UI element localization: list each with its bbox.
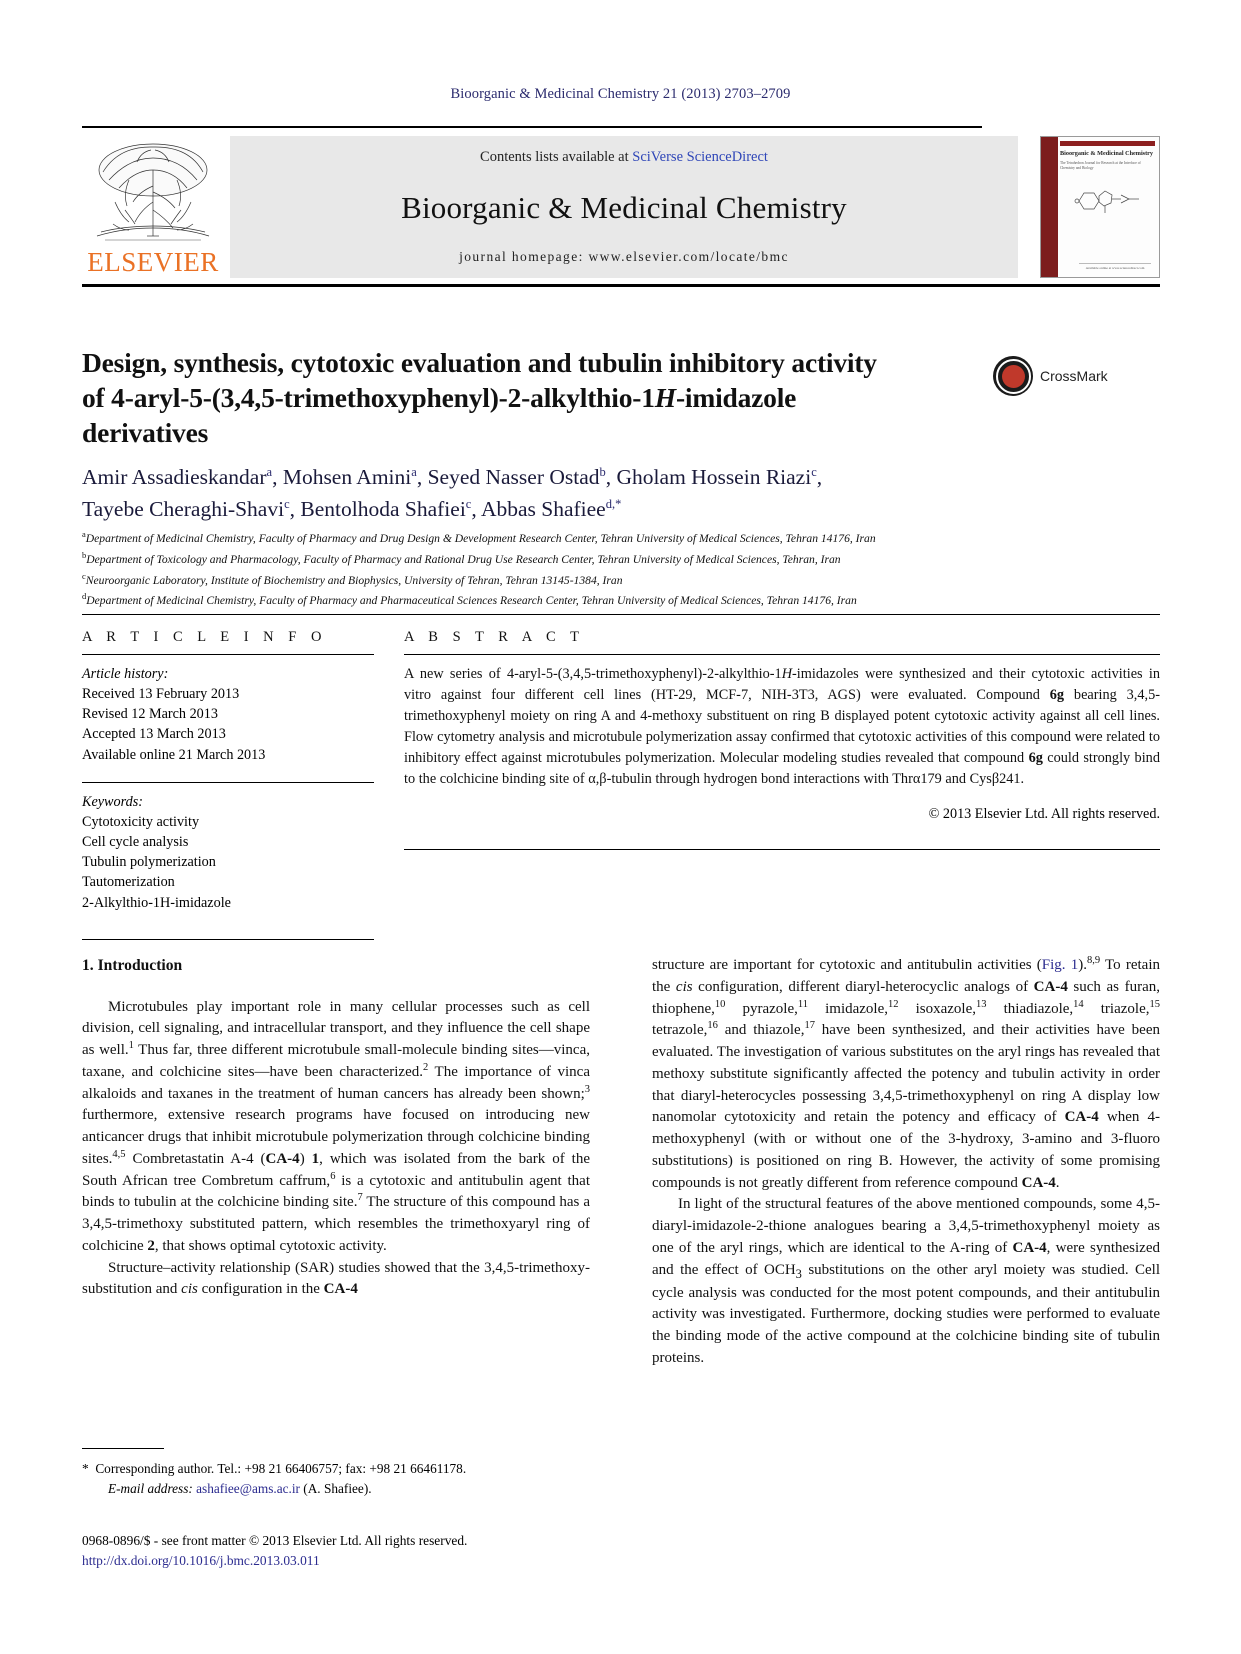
article-history-label: Article history:: [82, 666, 169, 682]
citation-ref[interactable]: 10: [714, 998, 726, 1010]
citation-ref[interactable]: 7: [357, 1192, 363, 1204]
author-item: [481, 497, 621, 521]
cover-journal-title: Bioorganic & Medicinal Chemistry: [1060, 150, 1153, 157]
intro-paragraph-2: [82, 1258, 590, 1302]
intro-p1-seg6: ): [299, 1150, 312, 1167]
affiliation-item: [82, 528, 1092, 549]
author-sep: ,: [816, 465, 823, 489]
citation-ref[interactable]: 17: [804, 1020, 815, 1032]
intro-p3-seg7: imidazole,: [808, 1000, 889, 1017]
author-name: Seyed Nasser Ostad: [427, 465, 600, 489]
journal-homepage-link[interactable]: journal homepage: www.elsevier.com/locate/bmc: [459, 249, 789, 264]
contents-available-line: [480, 149, 768, 166]
author-name: Abbas Shafiee: [480, 496, 606, 521]
affiliation-item: [82, 590, 1092, 611]
intro-p1-seg3: The importance of vinca alkaloids and taxanes in the treatment of human cancers has already been shown;: [82, 1063, 590, 1102]
footnote-star: *: [82, 1461, 89, 1476]
journal-banner: [82, 126, 1160, 287]
abstract-column: [404, 615, 1160, 940]
compound-ca4: CA-4: [323, 1281, 358, 1298]
citation-ref[interactable]: 3: [584, 1083, 590, 1095]
intro-paragraph-3: [652, 955, 1160, 1194]
abstract-heading: A B S T R A C T: [404, 629, 585, 645]
page-title: [82, 346, 982, 451]
history-received: Received 13 February 2013: [82, 686, 240, 703]
keyword-item: Tubulin polymerization: [82, 854, 216, 871]
body-columns: [82, 955, 1160, 1370]
compound-2: 2: [147, 1237, 155, 1254]
author-sep: ,: [289, 496, 301, 521]
intro-p3-seg9: thiadiazole,: [986, 1000, 1074, 1017]
title-line-2a: of 4-aryl-5-(3,4,5-trimethoxyphenyl)-2-alkylthio-1: [82, 381, 655, 413]
history-revised: Revised 12 March 2013: [82, 706, 218, 723]
title-line-3: derivatives: [82, 416, 209, 448]
cover-red-bar: [1060, 141, 1155, 146]
doi-link[interactable]: http://dx.doi.org/10.1016/j.bmc.2013.03.011: [82, 1553, 320, 1569]
intro-p1-seg9: The structure of this compound has a 3,4,5-trimethoxy substituted pattern, which resembles the trimethoxyaryl ring of colchicine: [82, 1194, 590, 1254]
journal-cover-thumbnail: [1040, 136, 1160, 278]
keywords-group: [82, 792, 374, 913]
author-sep: ,: [272, 465, 283, 489]
footnote-email-line: [82, 1479, 590, 1499]
body-column-right: [652, 955, 1160, 1370]
footnote-rule: [82, 1448, 164, 1449]
affiliation-marker: b: [82, 549, 87, 560]
keyword-item: 2-Alkylthio-1H-imidazole: [82, 894, 231, 911]
intro-p3-seg11: tetrazole,: [652, 1022, 708, 1039]
title-line-2b: -imidazole: [675, 381, 797, 413]
author-affil-marker: d,*: [605, 496, 622, 511]
article-info-heading: A R T I C L E I N F O: [82, 629, 327, 645]
intro-p1-seg4: furthermore, extensive research programs have focused on introducing new anticancer drugs that inhibit microtubule polymerization through colchicine binding sites.: [82, 1107, 590, 1167]
intro-p1-seg8: is a cytotoxic and antitubulin agent that binds to tubulin at the colchicine binding site.: [82, 1172, 590, 1211]
cover-content: [1060, 141, 1155, 273]
intro-p3-seg3: To retain the: [652, 957, 1161, 995]
article-title: [82, 346, 982, 451]
intro-p3-seg6: pyrazole,: [725, 1000, 798, 1017]
affiliation-marker: d: [82, 591, 87, 602]
elsevier-wordmark: ELSEVIER: [87, 247, 219, 277]
title-line-1: Design, synthesis, cytotoxic evaluation and tubulin inhibitory activity: [82, 347, 877, 378]
cover-subtitle: The Tetrahedron Journal for Research at the Interface of Chemistry and Biology: [1060, 161, 1141, 170]
intro-p3-seg2: ).: [1078, 957, 1087, 973]
keyword-item: Cell cycle analysis: [82, 834, 189, 851]
keywords-separator-rule: [82, 782, 374, 783]
article-info-column: [82, 615, 374, 940]
intro-p2-seg1: Structure–activity relationship (SAR) studies showed that the 3,4,5-trimethoxy-substitution and: [82, 1259, 590, 1298]
elsevier-logo: [82, 136, 224, 278]
citation-ref[interactable]: 14: [1073, 998, 1084, 1010]
intro-p4-seg3: substitutions on the other aryl moiety was studied. Cell cycle analysis was conducted for the most potent compounds, and their antitubulin activity was investigated. Furthermore, docking studies were performed to evaluate the binding mode of the active compound at the colchicine binding site of tubulin proteins.: [652, 1261, 1160, 1366]
intro-p1-seg10: , that shows optimal cytotoxic activity.: [154, 1237, 387, 1254]
author-affil-marker: a: [266, 464, 273, 479]
section-heading-introduction: 1. Introduction: [82, 957, 183, 974]
affiliation-item: [82, 549, 1092, 570]
keyword-item: Tautomerization: [82, 874, 175, 891]
affiliation-list: [82, 528, 1092, 611]
article-info-bottom-rule: [82, 939, 374, 940]
author-item: [300, 497, 481, 521]
title-line-2-italic: H: [654, 381, 676, 413]
info-abstract-section: [82, 614, 1160, 940]
author-affil-marker: a: [411, 464, 417, 479]
intro-p4-seg1: In light of the structural features of the above mentioned compounds, some 4,5-diaryl-imidazole-2-thione analogues bearing a 3,4,5-trimethoxyphenyl moiety as one of the aryl rings, which are identical to the A-ring of: [652, 1196, 1160, 1256]
author-item: [82, 465, 283, 489]
italic-cis: cis: [675, 978, 693, 995]
footnote-corresponding-line: [82, 1459, 590, 1479]
figure-1-link[interactable]: Fig. 1: [1041, 957, 1079, 973]
intro-p1-seg1: Microtubules play important role in many cellular processes such as cell division, cell signaling, and intracellular transport, and they influence the cell shape as well.: [82, 998, 590, 1059]
intro-p3-seg8: isoxazole,: [898, 1000, 977, 1017]
intro-p3-seg1: structure are important for cytotoxic and antitubulin activities (: [652, 957, 1042, 973]
article-history-group: [82, 664, 374, 765]
email-link[interactable]: ashafiee@ams.ac.ir: [196, 1480, 300, 1496]
intro-p3-seg5: such as furan, thiophene,: [652, 978, 1160, 1017]
citation-ref[interactable]: 1: [128, 1040, 134, 1052]
history-accepted: Accepted 13 March 2013: [82, 726, 226, 743]
citation-ref[interactable]: 15: [1149, 998, 1160, 1010]
banner-center-panel: [230, 136, 1018, 278]
footnote-corresponding-text: Corresponding author. Tel.: +98 21 66406757; fax: +98 21 66461178.: [95, 1461, 467, 1476]
affiliation-text: Neuroorganic Laboratory, Institute of Biochemistry and Biophysics, University of Tehran, Tehran 13145-1384, Iran: [85, 573, 623, 587]
abstract-italic-h: H: [781, 666, 793, 682]
author-item: [428, 465, 617, 489]
abstract-part-3: bearing 3,4,5-trimethoxyphenyl moiety on ring A and 4-methoxy substituent on ring B displayed potent cytotoxic activity against all cell lines. Flow cytometry analysis and microtubule polymerization assay confirmed that cytotoxic activities of this compound were related to inhibitory effect against microtubules polymerization. Molecular modeling studies revealed that compound: [404, 687, 1160, 767]
intro-p3-seg4: configuration, different diaryl-heterocyclic analogs of: [692, 978, 1034, 995]
author-affil-marker: c: [284, 496, 290, 511]
crossmark-label: CrossMark: [1040, 368, 1108, 384]
contents-prefix: Contents lists available at: [480, 149, 633, 165]
author-sep: ,: [416, 465, 428, 489]
subscript-3: 3: [795, 1266, 802, 1281]
affiliation-text: Department of Medicinal Chemistry, Faculty of Pharmacy and Drug Design & Development Research Center, Tehran University of Medical Sciences, Tehran 14176, Iran: [85, 531, 876, 545]
intro-paragraph-4: [652, 1194, 1160, 1369]
compound-ca4: CA-4: [1064, 1109, 1099, 1126]
author-item: [617, 465, 823, 489]
author-item: [82, 497, 300, 521]
abstract-heading-rule: [404, 654, 1160, 655]
citation-ref[interactable]: 6: [330, 1170, 336, 1182]
running-head: Bioorganic & Medicinal Chemistry 21 (2013) 2703–2709: [450, 86, 791, 102]
citation-ref[interactable]: 4,5: [112, 1148, 126, 1160]
history-online: Available online 21 March 2013: [82, 746, 266, 763]
intro-paragraph-1: [82, 997, 590, 1258]
column-gap: [374, 615, 404, 940]
keyword-item: Cytotoxicity activity: [82, 813, 200, 830]
citation-ref[interactable]: 2: [422, 1061, 429, 1073]
crossmark-icon: [993, 356, 1033, 396]
affiliation-text: Department of Toxicology and Pharmacology, Faculty of Pharmacy and Rational Drug Use Research Center, Tehran University of Medical Sciences, Tehran, Iran: [86, 552, 841, 566]
compound-ca4: CA-4: [1033, 978, 1068, 995]
compound-6g: 6g: [1049, 687, 1065, 704]
elsevier-tree-icon: [89, 140, 217, 248]
crossmark-badge[interactable]: [993, 353, 1143, 399]
intro-p2-seg2: configuration in the: [197, 1281, 324, 1298]
intro-p3-seg13: have been synthesized, and their activities have been evaluated. The investigation of various substitutes on the aryl rings has revealed that methoxy substitute significantly affected the potency and tubulin activity in order that diaryl-heterocycles possessing 3,4,5-trimethoxyphenyl on ring A display low nanomolar cytotoxicity and retain the potency and efficacy of: [652, 1022, 1160, 1126]
body-column-gap: [590, 955, 652, 1370]
author-name: Mohsen Amini: [282, 465, 412, 489]
email-address-label: E-mail address:: [108, 1480, 193, 1496]
article-info-heading-rule: [82, 654, 374, 655]
compound-6g: 6g: [1028, 750, 1043, 767]
author-list: [82, 462, 1082, 526]
email-owner: (A. Shafiee).: [303, 1480, 372, 1496]
intro-p1-seg5: Combretastatin A-4 (: [125, 1150, 266, 1167]
sciencedirect-link[interactable]: SciVerse ScienceDirect: [632, 149, 768, 165]
citation-ref[interactable]: 11: [797, 998, 809, 1010]
compound-ca4: CA-4: [1021, 1174, 1056, 1191]
affiliation-text: Department of Medicinal Chemistry, Faculty of Pharmacy and Pharmaceutical Sciences Research Center, Tehran University of Medical Sciences, Tehran 14176, Iran: [86, 594, 857, 608]
journal-title: Bioorganic & Medicinal Chemistry: [401, 189, 847, 225]
abstract-part-1: A new series of 4-aryl-5-(3,4,5-trimethoxyphenyl)-2-alkylthio-1: [404, 666, 782, 682]
author-affil-marker: c: [811, 464, 817, 479]
cover-spine: [1041, 137, 1058, 277]
author-name: Bentolhoda Shafiei: [300, 496, 466, 521]
corresponding-author-footnote: [82, 1448, 590, 1498]
citation-ref[interactable]: 13: [976, 998, 987, 1010]
compound-ca4: CA-4: [1012, 1239, 1047, 1256]
author-name: Tayebe Cheraghi-Shavi: [82, 496, 285, 521]
intro-p3-seg14: when 4-methoxyphenyl (with or without one of the 3-hydroxy, 3-amino and 3-fluoro substitutions) is positioned on ring B. However, the activity of some promising compounds is not greatly different from reference compound: [652, 1109, 1160, 1191]
compound-ca4: CA-4: [265, 1150, 300, 1167]
author-name: Gholam Hossein Riazi: [616, 465, 812, 489]
author-item: [283, 465, 428, 489]
abstract-part-2: -imidazoles were synthesized and their cytotoxic activities in vitro against four different cell lines (HT-29, MCF-7, NIH-3T3, AGS) were evaluated. Compound: [404, 666, 1161, 704]
italic-cis: cis: [181, 1281, 198, 1298]
abstract-bottom-rule: [404, 849, 1160, 850]
intro-p1-seg2: Thus far, three different microtubule small-molecule binding sites—vinca, taxane, and colchicine sites—have been characterized.: [82, 1042, 590, 1080]
citation-ref[interactable]: 8,9: [1087, 955, 1101, 966]
intro-p4-seg2: , were synthesized and the effect of OCH: [652, 1239, 1160, 1278]
author-sep: ,: [605, 465, 617, 489]
page-footer: [82, 1531, 642, 1571]
intro-p3-seg10: triazole,: [1083, 1000, 1150, 1017]
cover-footer-text: Available online at www.sciencedirect.com: [1079, 263, 1151, 270]
cover-structure-graphic: [1060, 184, 1155, 218]
citation-ref[interactable]: 16: [707, 1020, 718, 1032]
keywords-label: Keywords:: [82, 793, 143, 810]
affiliation-marker: c: [82, 570, 86, 581]
author-affil-marker: b: [599, 464, 606, 479]
affiliation-marker: a: [82, 529, 86, 539]
front-matter-line: 0968-0896/$ - see front matter © 2013 Elsevier Ltd. All rights reserved.: [82, 1533, 468, 1548]
citation-ref[interactable]: 12: [888, 998, 899, 1010]
intro-p1-seg7: , which was isolated from the bark of the South African tree Combretum caffrum,: [82, 1150, 590, 1189]
banner-bottom-rule: [82, 284, 1160, 287]
banner-top-rule: [82, 126, 982, 128]
body-column-left: [82, 955, 590, 1370]
abstract-part-4: could strongly bind to the colchicine binding site of α,β-tubulin through hydrogen bond interactions with Thrα179 and Cysβ241.: [404, 750, 1160, 788]
copyright-line: © 2013 Elsevier Ltd. All rights reserved.: [928, 806, 1160, 823]
abstract-text: [404, 664, 1160, 790]
author-sep: ,: [471, 496, 481, 521]
author-affil-marker: c: [465, 496, 472, 511]
author-name: Amir Assadieskandar: [82, 465, 267, 489]
intro-p3-seg15: .: [1055, 1174, 1060, 1191]
compound-1: 1: [311, 1150, 320, 1167]
intro-p3-seg12: and thiazole,: [717, 1022, 805, 1039]
affiliation-item: [82, 570, 1092, 591]
